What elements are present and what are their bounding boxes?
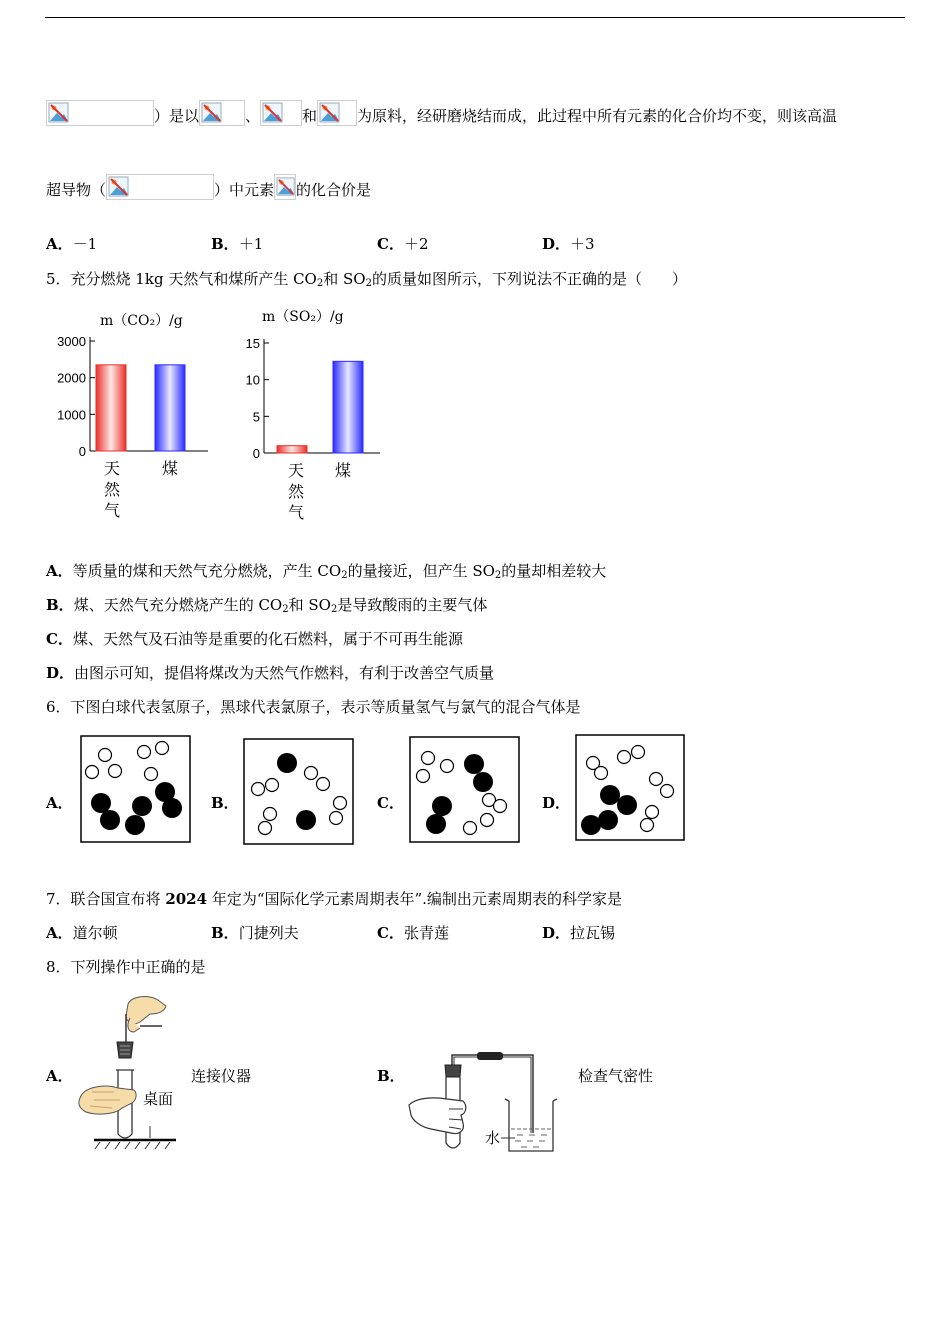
separator: 和	[302, 107, 318, 125]
q4-text-e: 的化合价是	[296, 181, 372, 199]
category-label: 煤	[161, 459, 179, 478]
q6-option-c-label[interactable]: C．	[377, 794, 404, 812]
option-text: 和 SO	[288, 596, 331, 614]
airtightness-figure	[405, 1043, 565, 1158]
subscript: 2	[330, 604, 338, 615]
option-label: D．	[542, 924, 571, 942]
option-label: D．	[542, 235, 571, 253]
y-tick-label: 0	[78, 444, 86, 459]
option-label: D．	[46, 664, 75, 682]
q7-stem-b: 年定为“国际化学元素周期表年”.编制出元素周期表的科学家是	[207, 890, 622, 908]
option-label: A．	[46, 924, 73, 942]
molecule-box-c[interactable]	[410, 737, 519, 842]
y-tick-label: 3000	[57, 334, 86, 349]
y-tick-label: 10	[245, 372, 260, 388]
option-text: 的量接近，但产生 SO	[347, 562, 495, 580]
molecule-box-b[interactable]	[244, 739, 353, 844]
y-tick-label: 2000	[57, 370, 86, 386]
option-label: A．	[46, 235, 73, 253]
q8-option-a-label[interactable]: A．	[46, 1067, 73, 1085]
option-text: 是导致酸雨的主要气体	[337, 596, 488, 614]
q8-option-b-text: 检查气密性	[578, 1067, 654, 1085]
subscript: 2	[341, 570, 348, 581]
option-label: A．	[46, 562, 73, 580]
q7-option-a[interactable]	[46, 923, 118, 943]
q6-option-a-label[interactable]: A．	[46, 794, 73, 812]
subscript: 2	[282, 604, 289, 615]
chart-title: m（SO₂）/g	[262, 309, 344, 325]
q7-option-d[interactable]	[542, 923, 615, 943]
subscript: 2	[365, 278, 372, 289]
option-text: ＋3	[570, 235, 595, 253]
option-text: 张青莲	[403, 924, 449, 942]
option-text: 由图示可知，提倡将煤改为天然气作燃料，有利于改善空气质量	[74, 664, 495, 682]
option-text: 道尔顿	[72, 924, 118, 942]
category-label: 气	[103, 501, 121, 520]
subscript: 2	[316, 278, 324, 289]
q7-option-c[interactable]	[377, 923, 449, 943]
option-label: C．	[377, 235, 404, 253]
option-label: B．	[211, 924, 239, 942]
q8-stem: 8．下列操作中正确的是	[46, 958, 206, 976]
option-text: 门捷列夫	[238, 924, 299, 942]
option-text: 煤、天然气及石油等是重要的化石燃料，属于不可再生能源	[72, 630, 463, 648]
q5-stem-b: 和 SO	[323, 270, 366, 288]
option-text: 煤、天然气充分燃烧产生的 CO	[73, 596, 283, 614]
molecule-box-a[interactable]	[81, 736, 190, 842]
y-tick-label: 15	[245, 336, 260, 351]
y-tick-label: 1000	[57, 407, 86, 423]
option-label: C．	[46, 630, 73, 648]
q4-text-b: 为原料，经研磨烧结而成，此过程中所有元素的化合价均不变，则该高温	[357, 107, 838, 125]
option-label: B．	[46, 596, 74, 614]
q5-stem-a: 5．充分燃烧 1kg 天然气和煤所产生 CO	[46, 270, 317, 288]
q4-text-d: ）中元素	[214, 181, 275, 199]
y-tick-label: 0	[252, 446, 260, 461]
subscript: 2	[494, 570, 502, 581]
connecting-apparatus-figure	[70, 992, 185, 1157]
molecule-box-d[interactable]	[576, 735, 684, 840]
option-text: －1	[72, 235, 98, 253]
q7-stem-a: 7．联合国宣布将	[46, 890, 166, 908]
q7-stem	[46, 889, 622, 909]
category-label: 天	[103, 459, 121, 478]
option-text: 拉瓦锡	[570, 924, 616, 942]
water-label: 水	[485, 1129, 501, 1147]
q6-stem: 6．下图白球代表氢原子，黑球代表氯原子，表示等质量氢气与氯气的混合气体是	[46, 698, 581, 716]
category-label: 气	[287, 503, 305, 522]
option-text: ＋2	[403, 235, 429, 253]
q7-year: 2024	[165, 890, 208, 908]
option-label: C．	[377, 924, 404, 942]
separator: 、	[245, 107, 261, 125]
category-label: 然	[103, 480, 121, 499]
option-label: B．	[211, 235, 239, 253]
q4-text-c: 超导物（	[46, 181, 107, 199]
option-text: 等质量的煤和天然气充分燃烧，产生 CO	[72, 562, 342, 580]
q4-text-a: ）是以	[154, 107, 200, 125]
category-label: 天	[287, 461, 305, 480]
q5-stem-c: 的质量如图所示，下列说法不正确的是（ ）	[371, 270, 687, 288]
category-label: 煤	[334, 461, 352, 480]
q6-option-b-label[interactable]: B．	[211, 794, 239, 812]
q6-option-d-label[interactable]: D．	[542, 794, 571, 812]
category-label: 然	[287, 482, 305, 501]
table-label: 桌面	[143, 1090, 174, 1108]
q7-option-b[interactable]	[211, 923, 299, 943]
q8-option-b-label[interactable]: B．	[377, 1067, 405, 1085]
chart-title: m（CO₂）/g	[100, 313, 183, 329]
y-tick-label: 5	[252, 409, 260, 425]
option-text: ＋1	[238, 235, 264, 253]
q8-option-a-text: 连接仪器	[191, 1067, 252, 1085]
option-text: 的量却相差较大	[501, 562, 607, 580]
